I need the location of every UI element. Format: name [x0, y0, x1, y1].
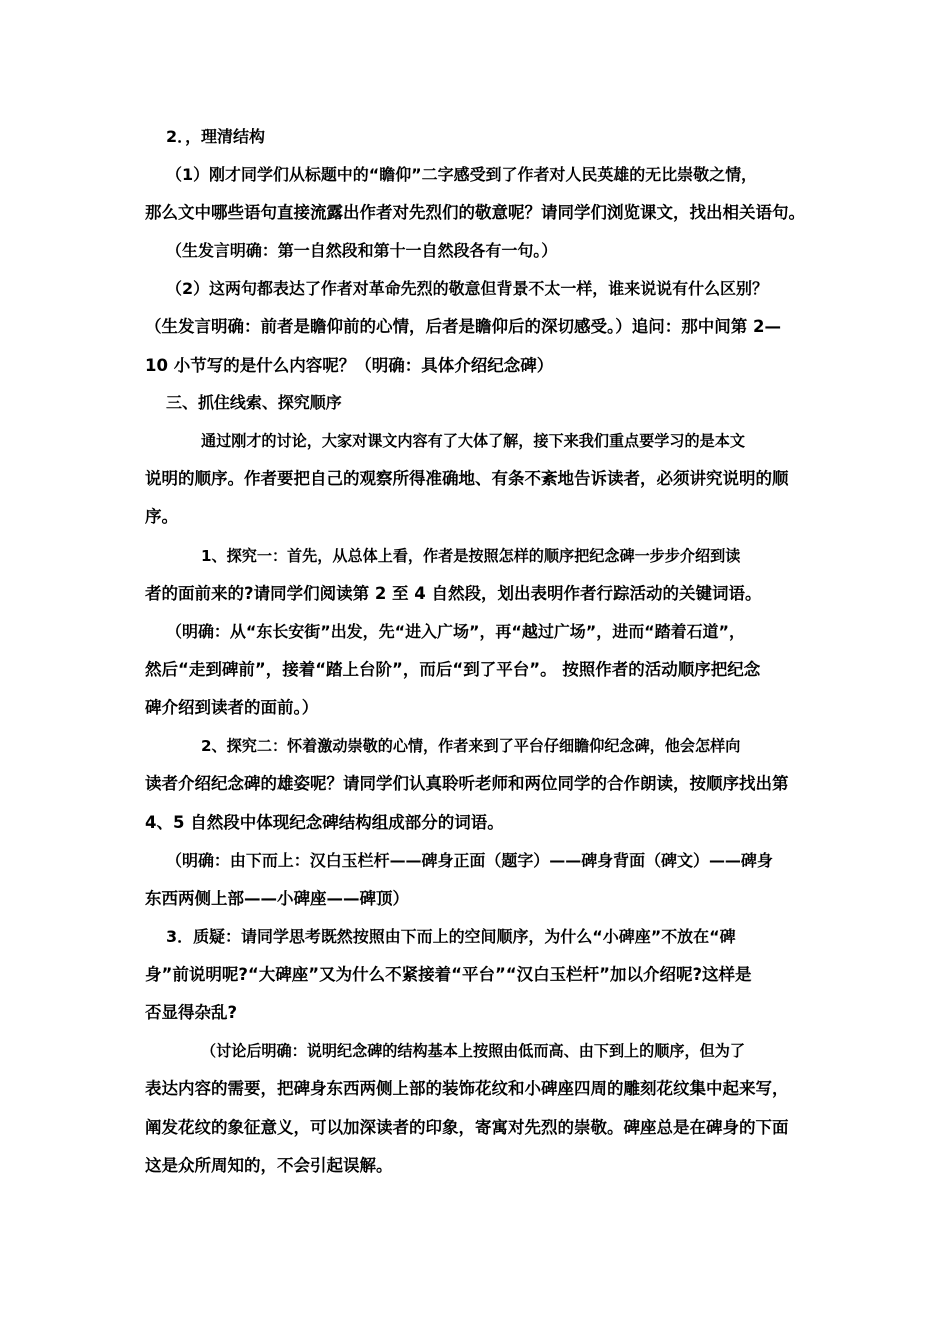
paragraph-line: 否显得杂乱? [145, 1003, 238, 1022]
section-heading-structure: 2．，理清结构 [166, 127, 265, 146]
paragraph-line: （生发言明确：前者是瞻仰前的心情，后者是瞻仰后的深切感受。）追问：那中间第 2— [145, 317, 781, 336]
paragraph-line: 通过刚才的讨论，大家对课文内容有了大体了解，接下来我们重点要学习的是本文 [201, 432, 745, 450]
paragraph-line: （2）这两句都表达了作者对革命先烈的敬意但背景不太一样，谁来说说有什么区别？ [166, 279, 768, 298]
paragraph-line: （生发言明确：第一自然段和第十一自然段各有一句。） [166, 241, 558, 260]
paragraph-line: 3．质疑：请同学思考既然按照由下而上的空间顺序，为什么“小碑座”不放在“碑 [166, 927, 736, 946]
paragraph-line: 10 小节写的是什么内容呢？（明确：具体介绍纪念碑） [145, 356, 554, 375]
paragraph-line: （明确：从“东长安街”出发，先“进入广场”，再“越过广场”，进而“踏着石道”， [166, 622, 745, 641]
paragraph-line: （讨论后明确：说明纪念碑的结构基本上按照由低而高、由下到上的顺序，但为了 [201, 1042, 745, 1060]
paragraph-line: （明确：由下而上：汉白玉栏杆——碑身正面（题字）——碑身背面（碑文）——碑身 [166, 851, 773, 870]
paragraph-line: 那么文中哪些语句直接流露出作者对先烈们的敬意呢？请同学们浏览课文，找出相关语句。 [145, 203, 805, 222]
paragraph-line: 碑介绍到读者的面前。） [145, 698, 319, 717]
paragraph-line: 说明的顺序。作者要把自己的观察所得准确地、有条不紊地告诉读者，必须讲究说明的顺 [145, 469, 789, 488]
paragraph-line: 者的面前来的?请同学们阅读第 2 至 4 自然段，划出表明作者行踪活动的关键词语。 [145, 584, 762, 603]
paragraph-line: 然后“走到碑前”，接着“踏上台阶”，而后“到了平台”。 按照作者的活动顺序把纪念 [145, 660, 761, 679]
paragraph-line: 身”前说明呢?“大碑座”又为什么不紧接着“平台”“汉白玉栏杆”加以介绍呢?这样是 [145, 965, 752, 984]
paragraph-line: 2、探究二：怀着激动崇敬的心情，作者来到了平台仔细瞻仰纪念碑，他会怎样向 [201, 737, 741, 755]
paragraph-line: （1）刚才同学们从标题中的“瞻仰”二字感受到了作者对人民英雄的无比崇敬之情， [166, 165, 758, 184]
section-heading-order: 三、抓住线索、探究顺序 [166, 393, 342, 412]
paragraph-line: 1、探究一：首先，从总体上看，作者是按照怎样的顺序把纪念碑一步步介绍到读 [201, 547, 741, 565]
paragraph-line: 序。 [145, 507, 178, 526]
paragraph-line: 东西两侧上部——小碑座——碑顶） [145, 889, 409, 908]
paragraph-line: 阐发花纹的象征意义，可以加深读者的印象，寄寓对先烈的崇敬。碑座总是在碑身的下面 [145, 1118, 789, 1137]
paragraph-line: 读者介绍纪念碑的雄姿呢？请同学们认真聆听老师和两位同学的合作朗读，按顺序找出第 [145, 774, 789, 793]
paragraph-line: 这是众所周知的，不会引起误解。 [145, 1156, 393, 1175]
paragraph-line: 表达内容的需要，把碑身东西两侧上部的装饰花纹和小碑座四周的雕刻花纹集中起来写， [145, 1079, 789, 1098]
paragraph-line: 4、5 自然段中体现纪念碑结构组成部分的词语。 [145, 813, 504, 832]
